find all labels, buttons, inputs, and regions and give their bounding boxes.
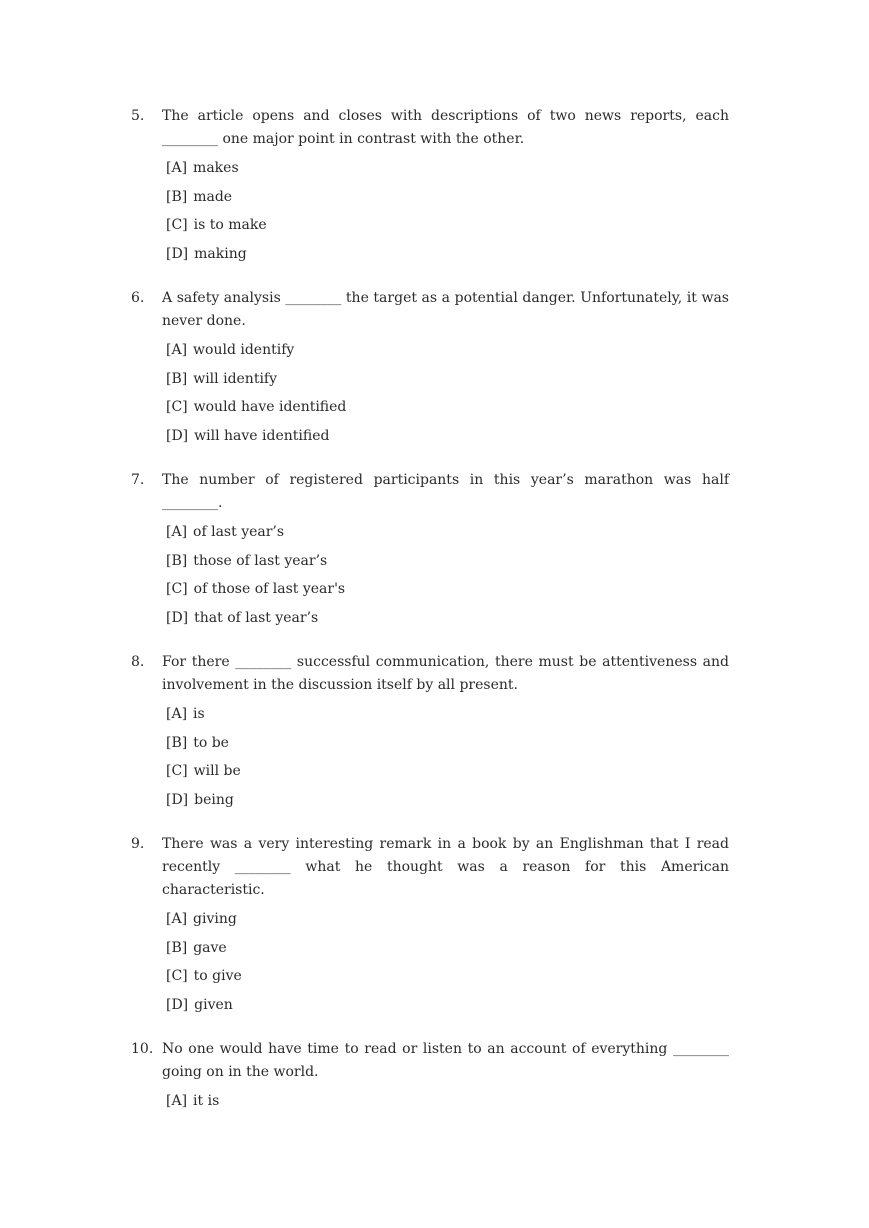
question-stem [131, 105, 729, 151]
option-key: [C] [166, 581, 188, 598]
option-key: [A] [166, 524, 188, 540]
option-text: that of last year’s [194, 610, 319, 627]
question-stem [131, 469, 729, 515]
question-7 [131, 469, 729, 633]
option-key: [A] [166, 706, 188, 722]
option-text: to give [193, 968, 242, 985]
option-text: given [194, 997, 233, 1014]
question-text: There was a very interesting remark in a book by an Englishman that I read recently ________ what he thought was a reason for this American characteristic. [162, 836, 729, 898]
option-a [131, 905, 729, 934]
option-d [131, 604, 729, 633]
option-text: will be [193, 763, 241, 780]
question-5 [131, 105, 729, 269]
question-stem [131, 1038, 729, 1084]
option-a [131, 336, 729, 365]
option-c [131, 211, 729, 240]
question-number: 9. [131, 836, 145, 852]
option-b [131, 729, 729, 758]
option-key: [A] [166, 1093, 188, 1109]
option-key: [D] [166, 997, 189, 1014]
option-c [131, 575, 729, 604]
option-key: [D] [166, 610, 189, 627]
option-a [131, 1087, 729, 1116]
question-number: 10. [131, 1041, 154, 1057]
option-text: to be [193, 734, 229, 751]
option-key: [C] [166, 217, 188, 234]
option-text: would have identified [193, 399, 347, 416]
question-stem [131, 287, 729, 333]
option-list [131, 154, 729, 269]
question-text: The number of registered participants in this year’s marathon was half ________. [162, 472, 729, 511]
option-key: [B] [166, 188, 188, 205]
option-text: making [194, 246, 247, 263]
option-d [131, 240, 729, 269]
option-c [131, 962, 729, 991]
option-text: would identify [193, 342, 295, 358]
option-text: giving [193, 911, 237, 927]
option-key: [D] [166, 792, 189, 809]
option-key: [A] [166, 160, 188, 176]
option-key: [B] [166, 939, 188, 956]
option-key: [A] [166, 342, 188, 358]
question-text: A safety analysis ________ the target as a potential danger. Unfortunately, it was never done. [162, 290, 729, 329]
option-list [131, 905, 729, 1020]
option-key: [D] [166, 246, 189, 263]
question-text: The article opens and closes with descriptions of two news reports, each ________ one major point in contrast with the other. [162, 108, 729, 147]
question-number: 5. [131, 108, 145, 124]
option-text: is to make [193, 217, 267, 234]
option-text: those of last year’s [193, 552, 328, 569]
option-a [131, 700, 729, 729]
option-key: [C] [166, 399, 188, 416]
option-key: [D] [166, 428, 189, 445]
question-stem [131, 651, 729, 697]
question-text: For there ________ successful communication, there must be attentiveness and involvement in the discussion itself by all present. [162, 654, 729, 693]
option-a [131, 518, 729, 547]
question-text: No one would have time to read or listen to an account of everything ________ going on in the world. [162, 1041, 729, 1080]
option-list [131, 700, 729, 815]
option-text: makes [193, 160, 239, 176]
option-text: will identify [193, 370, 278, 387]
option-a [131, 154, 729, 183]
question-8 [131, 651, 729, 815]
option-key: [B] [166, 734, 188, 751]
option-text: gave [193, 939, 227, 956]
option-text: made [193, 188, 233, 205]
option-c [131, 757, 729, 786]
option-key: [C] [166, 763, 188, 780]
option-list [131, 518, 729, 633]
question-number: 7. [131, 472, 145, 488]
option-key: [A] [166, 911, 188, 927]
question-number: 6. [131, 290, 145, 306]
option-d [131, 991, 729, 1020]
option-d [131, 786, 729, 815]
option-b [131, 934, 729, 963]
option-d [131, 422, 729, 451]
question-9 [131, 833, 729, 1020]
option-b [131, 183, 729, 212]
question-10 [131, 1038, 729, 1116]
option-text: will have identified [194, 428, 330, 445]
question-stem [131, 833, 729, 902]
option-b [131, 365, 729, 394]
option-key: [B] [166, 552, 188, 569]
option-b [131, 547, 729, 576]
option-key: [B] [166, 370, 188, 387]
option-key: [C] [166, 968, 188, 985]
question-number: 8. [131, 654, 145, 670]
option-list [131, 1087, 729, 1116]
question-6 [131, 287, 729, 451]
option-c [131, 393, 729, 422]
option-text: being [194, 792, 234, 809]
option-list [131, 336, 729, 451]
option-text: of last year’s [193, 524, 285, 540]
option-text: is [193, 706, 205, 722]
option-text: it is [193, 1093, 220, 1109]
option-text: of those of last year's [193, 581, 346, 598]
